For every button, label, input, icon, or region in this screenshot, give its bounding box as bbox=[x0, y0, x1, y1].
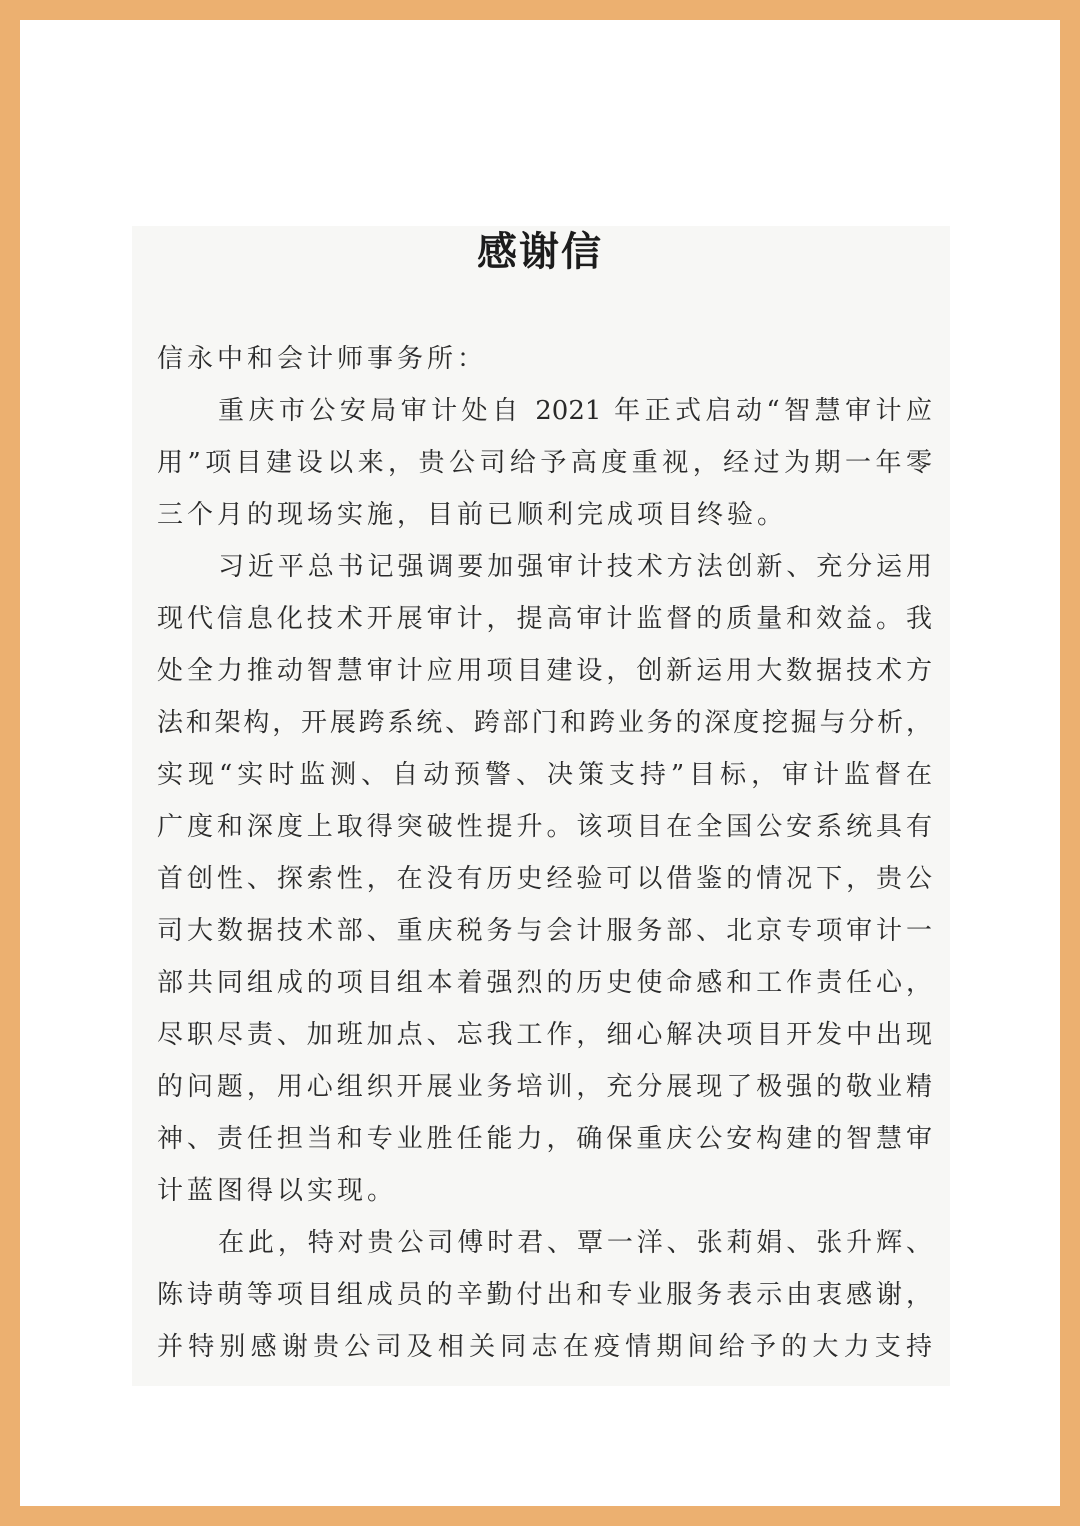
letter-line: 首创性、探索性，在没有历史经验可以借鉴的情况下，贵公 bbox=[157, 864, 932, 894]
letter-title: 感谢信 bbox=[477, 228, 603, 275]
letter-line: 司大数据技术部、重庆税务与会计服务部、北京专项审计一 bbox=[157, 916, 932, 946]
letter-line: 在此，特对贵公司傅时君、覃一洋、张莉娟、张升辉、 bbox=[218, 1228, 932, 1258]
letter-line: 陈诗萌等项目组成员的辛勤付出和专业服务表示由衷感谢， bbox=[157, 1280, 932, 1310]
letter-line: 重庆市公安局审计处自 2021 年正式启动“智慧审计应 bbox=[218, 396, 932, 426]
letter-line: 现代信息化技术开展审计，提高审计监督的质量和效益。我 bbox=[157, 604, 932, 634]
letter-frame bbox=[20, 20, 1060, 1506]
letter-line: 三个月的现场实施，目前已顺利完成项目终验。 bbox=[157, 500, 788, 530]
letter-salutation: 信永中和会计师事务所： bbox=[157, 344, 488, 374]
letter-line: 用”项目建设以来，贵公司给予高度重视，经过为期一年零 bbox=[157, 448, 932, 478]
letter-line: 广度和深度上取得突破性提升。该项目在全国公安系统具有 bbox=[157, 812, 932, 842]
letter-line: 实现“实时监测、自动预警、决策支持”目标，审计监督在 bbox=[157, 760, 932, 790]
letter-line: 习近平总书记强调要加强审计技术方法创新、充分运用 bbox=[218, 552, 932, 582]
letter-line: 尽职尽责、加班加点、忘我工作，细心解决项目开发中出现 bbox=[157, 1020, 932, 1050]
letter-line: 的问题，用心组织开展业务培训，充分展现了极强的敬业精 bbox=[157, 1072, 932, 1102]
letter-line: 部共同组成的项目组本着强烈的历史使命感和工作责任心， bbox=[157, 968, 932, 998]
letter-line: 计蓝图得以实现。 bbox=[157, 1176, 398, 1206]
letter-line: 法和架构，开展跨系统、跨部门和跨业务的深度挖掘与分析， bbox=[157, 708, 932, 738]
letter-line: 并特别感谢贵公司及相关同志在疫情期间给予的大力支持 bbox=[157, 1332, 932, 1362]
letter-line: 神、责任担当和专业胜任能力，确保重庆公安构建的智慧审 bbox=[157, 1124, 932, 1154]
letter-line: 处全力推动智慧审计应用项目建设，创新运用大数据技术方 bbox=[157, 656, 932, 686]
